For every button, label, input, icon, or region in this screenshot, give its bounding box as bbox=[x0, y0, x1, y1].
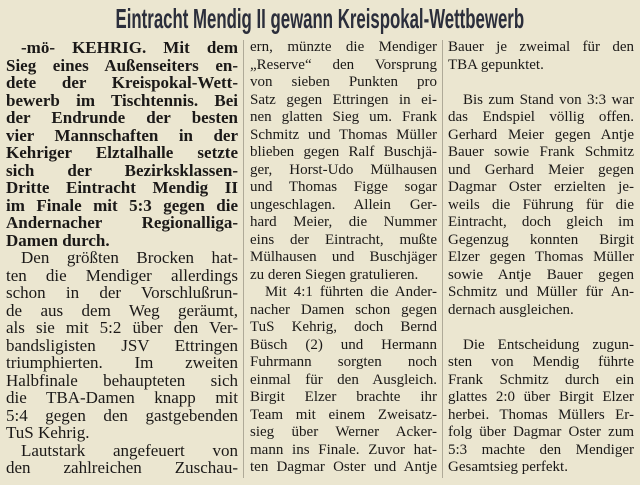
paragraph bbox=[448, 337, 634, 477]
headline: Eintracht Mendig II gewann Kreispokal-Wettbewerb bbox=[115, 3, 525, 35]
text-line: Lautstark angefeuert von bbox=[21, 440, 238, 460]
text-line: Gegenzug konnten Birgit bbox=[448, 231, 634, 248]
text-line: ten Dagmar Oster und Antje bbox=[250, 459, 437, 475]
text-line: Bis zum Stand von 3:3 war bbox=[463, 91, 634, 108]
text-line: nen glatten Sieg um. Frank bbox=[250, 109, 437, 125]
text-line: eins der Eintracht, mußte bbox=[250, 231, 437, 248]
text-line: vier Mannschaften in der bbox=[6, 125, 238, 145]
text-line: Sieg eines Außenseiters en- bbox=[6, 55, 238, 75]
text-line: Dagmar Oster erzielten je- bbox=[448, 179, 634, 195]
text-line: der Endrunde der besten bbox=[6, 108, 238, 127]
text-line: ger, Horst-Udo Mülhausen bbox=[250, 161, 437, 178]
text-line: triumphierten. Im zweiten bbox=[6, 353, 238, 372]
text-line: Eintracht, doch gleich im bbox=[448, 214, 634, 230]
text-line: sowie Antje Bauer gegen bbox=[448, 266, 634, 283]
text-line: Mit 4:1 führten die Ander- bbox=[265, 284, 437, 300]
text-line: 5:3 machte den Mendiger bbox=[448, 441, 634, 458]
text-line: Birgit Elzer brachte ihr bbox=[250, 389, 437, 405]
text-line: Gerhard Meier gegen Antje bbox=[448, 126, 634, 143]
text-line: weils die Führung für die bbox=[448, 196, 634, 213]
text-line: bandsligisten JSV Ettringen bbox=[6, 335, 238, 355]
paragraph bbox=[6, 249, 238, 442]
text-line: als sie mit 5:2 über den Ver- bbox=[6, 318, 238, 337]
text-line: Halbfinale behaupteten sich bbox=[6, 370, 238, 390]
text-line: herbei. Thomas Müllers Er- bbox=[448, 406, 634, 423]
text-line: das Endspiel völlig offen. bbox=[448, 109, 634, 125]
text-line: Bauer je zweimal für den bbox=[448, 39, 634, 55]
text-line: einmal für den Ausgleich. bbox=[250, 371, 437, 388]
column-rule bbox=[442, 40, 443, 478]
text-line: Dritte Eintracht Mendig II bbox=[6, 178, 238, 197]
text-line: Satz gegen Ettringen in ei- bbox=[250, 91, 437, 108]
text-line: TBA gepunktet. bbox=[448, 56, 544, 73]
text-line: und Gerhard Meier gegen bbox=[448, 161, 634, 178]
text-line: folg über Dagmar Oster zum bbox=[448, 424, 634, 440]
text-line: im Finale mit 5:3 gegen die bbox=[6, 195, 238, 215]
paragraph bbox=[250, 39, 437, 284]
text-line: Schmitz und Thomas Müller bbox=[250, 126, 437, 143]
text-line: TuS Kehrig, doch Bernd bbox=[250, 319, 437, 335]
text-line: Elzer gegen Thomas Müller bbox=[448, 249, 634, 265]
article-column-3 bbox=[448, 39, 634, 477]
paragraph bbox=[448, 39, 634, 74]
text-line: zu deren Siegen gratulieren. bbox=[250, 266, 419, 283]
text-line: Kehriger Elztalhalle setzte bbox=[6, 143, 238, 162]
text-line: mann ins Finale. Zuvor hat- bbox=[250, 441, 437, 458]
text-line: hard Meier, die Nummer bbox=[250, 214, 437, 230]
text-line: Büsch (2) und Hermann bbox=[250, 336, 437, 353]
text-line: Frank Schmitz durch ein bbox=[448, 371, 634, 388]
text-line: ungeschlagen. Allein Ger- bbox=[250, 196, 437, 213]
text-line: die TBA-Damen knapp mit bbox=[6, 388, 238, 407]
text-line: „Reserve“ den Vorsprung bbox=[250, 56, 437, 73]
text-line: -mö- KEHRIG. Mit dem bbox=[21, 38, 238, 57]
text-line: und Thomas Figge sogar bbox=[250, 179, 437, 195]
article-column-2 bbox=[250, 39, 437, 477]
paragraph bbox=[6, 442, 238, 477]
text-line: ten die Mendiger allerdings bbox=[6, 265, 238, 285]
text-line: Andernacher Regionalliga- bbox=[6, 213, 238, 232]
text-line: sieg über Werner Acker- bbox=[250, 424, 437, 440]
text-line: TuS Kehrig. bbox=[6, 423, 90, 442]
text-line: Die Entscheidung zugun- bbox=[463, 336, 634, 353]
text-line: dernach ausgleichen. bbox=[448, 301, 574, 318]
paragraph bbox=[250, 284, 437, 477]
text-line: bewerb im Tischtennis. Bei bbox=[6, 90, 238, 110]
text-line: ern, münzte die Mendiger bbox=[250, 39, 437, 55]
paragraph bbox=[448, 92, 634, 320]
text-line: Mülhausen und Buschjäger bbox=[250, 249, 437, 265]
text-line: den zahlreichen Zuschau- bbox=[6, 458, 238, 477]
text-line: Bauer sowie Frank Schmitz bbox=[448, 144, 634, 160]
text-line: de aus dem Weg geräumt, bbox=[6, 300, 238, 320]
paragraph bbox=[6, 39, 238, 249]
text-line: blieben gegen Ralf Buschjä- bbox=[250, 144, 437, 160]
headline-area bbox=[0, 3, 640, 37]
text-line: Team mit einem Zweisatz- bbox=[250, 406, 437, 423]
column-rule bbox=[243, 40, 244, 478]
text-line: Fuhrmann sorgten noch bbox=[250, 354, 437, 370]
text-line: sich der Bezirksklassen- bbox=[6, 160, 238, 180]
text-line: dete der Kreispokal-Wett- bbox=[6, 73, 238, 92]
text-line: glattes 2:0 über Birgit Elzer bbox=[448, 389, 634, 405]
text-line: nacher Damen schon gegen bbox=[250, 301, 437, 318]
text-line: Den größten Brocken hat- bbox=[21, 248, 238, 267]
article-column-1 bbox=[6, 39, 238, 477]
text-line: Schmitz und Müller für An- bbox=[448, 284, 634, 300]
text-line: schon in der Vorschlußrun- bbox=[6, 283, 238, 302]
text-line: sten von Mendig führte bbox=[448, 354, 634, 370]
text-line: Damen durch. bbox=[6, 230, 110, 250]
text-line: Gesamtsieg perfekt. bbox=[448, 459, 568, 475]
text-line: 5:4 gegen den gastgebenden bbox=[6, 405, 238, 425]
text-line: von sieben Punkten pro bbox=[250, 74, 437, 90]
